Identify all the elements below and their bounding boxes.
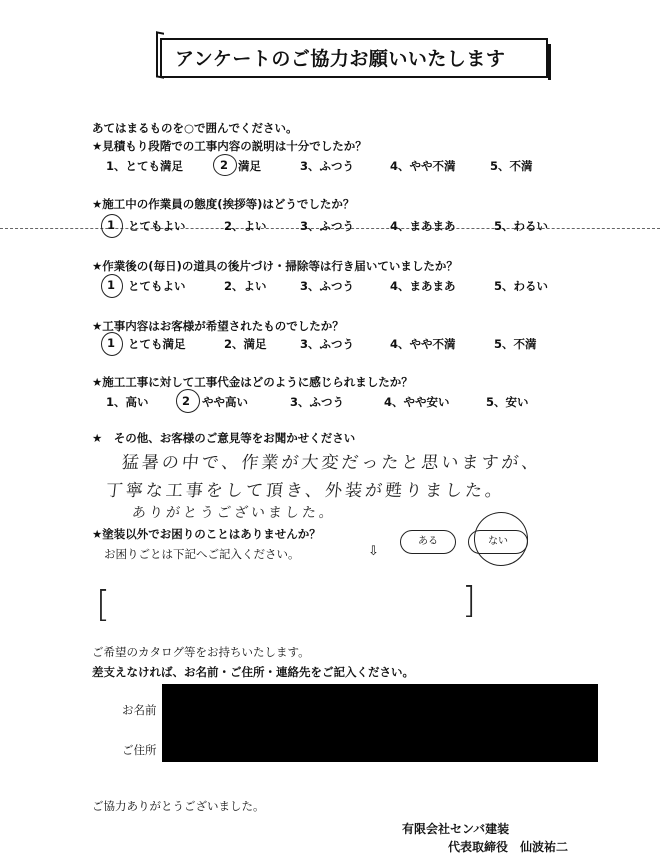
question-3: ★作業後の(毎日)の道具の後片づけ・掃除等は行き届いていましたか？ [92,259,458,273]
q3-option-1-label: とてもよい [128,279,186,293]
q2-option-1-label: とてもよい [128,219,186,233]
q3-option-1-number: 1 [107,278,116,292]
answer-bracket-left: [ [96,584,111,625]
answer-bracket-right: ] [462,580,477,621]
page-title: アンケートのご協力お願いいたします [175,48,506,70]
q2-option-1-number: 1 [107,218,116,232]
question-1: ★見積もり段階での工事内容の説明は十分でしたか？ [92,139,367,153]
q5-option-2-label: やや高い [202,395,248,409]
q3-option-5: 5、わるい [494,279,549,293]
q1-option-2-number: 2 [220,158,229,172]
question-4: ★工事内容はお客様が希望されたものでしたか？ [92,319,344,333]
q1-option-4: 4、やや不満 [390,159,456,173]
q2-option-5: 5、わるい [494,219,549,233]
thanks-text: ご協力ありがとうございました。 [92,799,265,813]
question-2: ★施工中の作業員の態度(挨拶等)はどうでしたか？ [92,197,355,211]
q2-option-3: 3、ふつう [300,219,355,233]
trouble-instruction: お困りごとは下記へご記入ください。 [104,547,300,561]
trouble-question: ★塗装以外でお困りのことはありませんか？ [92,527,321,541]
option-no: ない [468,530,528,554]
q1-option-2-label: 満足 [238,159,261,173]
title-banner-shadow [548,44,551,80]
q4-option-5: 5、不満 [494,337,537,351]
instruction-text: あてはまるものを○で囲んでください。 [92,121,298,135]
q1-option-1: 1、とても満足 [106,159,184,173]
handwritten-comment-line-1: 猛暑の中で、作業が大変だったと思いますが、 [120,453,543,473]
name-label: お名前 [122,703,157,717]
q5-option-4: 4、やや安い [384,395,450,409]
catalog-line-2: 差支えなければ、お名前・ご住所・連絡先をご記入ください。 [92,665,414,679]
q3-option-4: 4、まあまあ [390,279,456,293]
company-representative: 代表取締役 仙波祐二 [448,840,569,854]
q3-option-2: 2、よい [224,279,267,293]
q5-option-1: 1、高い [106,395,149,409]
opinion-label: ★ その他、お客様のご意見等をお聞かせください [92,431,356,445]
q1-option-3: 3、ふつう [300,159,355,173]
q4-option-2: 2、満足 [224,337,267,351]
q4-option-1-label: とても満足 [128,337,186,351]
q5-option-3: 3、ふつう [290,395,345,409]
q2-option-2: 2、よい [224,219,267,233]
question-5: ★施工工事に対して工事代金はどのように感じられましたか？ [92,375,413,389]
q4-option-3: 3、ふつう [300,337,355,351]
q4-option-4: 4、やや不満 [390,337,456,351]
q1-option-5: 5、不満 [490,159,533,173]
q5-option-2-number: 2 [182,394,191,408]
option-yes: ある [400,530,456,554]
down-arrow-icon: ⇩ [368,544,379,559]
catalog-line-1: ご希望のカタログ等をお持ちいたします。 [92,645,310,659]
q3-option-3: 3、ふつう [300,279,355,293]
redacted-personal-info [162,684,598,762]
q2-option-4: 4、まあまあ [390,219,456,233]
address-label: ご住所 [122,743,157,757]
handwritten-comment-line-2: 丁寧な工事をして頂き、外装が甦りました。 [104,481,507,501]
company-name: 有限会社センバ建装 [402,822,510,836]
q4-option-1-number: 1 [107,336,116,350]
option-no-selection-circle [469,507,533,571]
q5-option-5: 5、安い [486,395,529,409]
handwritten-comment-line-3: ありがとうございました。 [131,505,337,521]
